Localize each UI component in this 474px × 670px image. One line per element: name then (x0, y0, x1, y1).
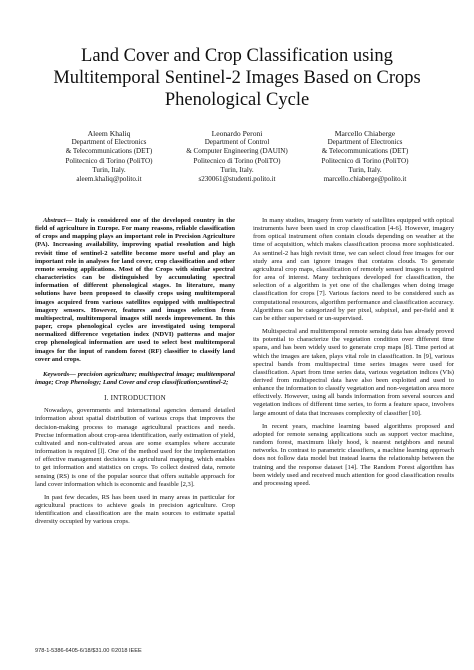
title-line-1: Land Cover and Crop Classification using (81, 46, 393, 66)
abstract (35, 217, 235, 364)
body-paragraph: Multispectral and multitemporal remote sensing data has already proved its potential to characterize the vegetation condition over different time spans, and has been widely used to generate crop maps [8]. Time period at which the images are taken, plays vital role in classification. In [9], various spectral bands from multispectral time series images were used for classification. Apart from time series data, various vegetation indices (VIs) derived from multispectral data have also been exploited and used to enhance the information to classify vegetation and non-vegetation area more effectively. However, using all bands information from several sources and vegetation indices of different time series, to form a feature space, involves large amount of data that increases complexity of classifier [10]. (253, 328, 454, 417)
copyright-footer: 978-1-5386-6405-6/18/$31.00 ©2018 IEEE (35, 648, 142, 654)
author-affiliation: & Computer Engineering (DAUIN) (186, 147, 288, 156)
author-affiliation: Department of Electronics (71, 138, 147, 147)
author-name: Leonardo Peroni (211, 129, 263, 138)
author-block-3 (290, 129, 440, 184)
author-email: s230061@studenti.polito.it (198, 175, 276, 184)
author-location: Turin, Italy. (220, 165, 254, 174)
paper-title (0, 45, 474, 111)
abstract-lead: Abstract (43, 217, 66, 224)
body-paragraph: In past few decades, RS has been used in many areas in particular for agricultural practices to achieve goals in precision agriculture. Crop identification and classification are the main sources to estimate spatial diversity occupied by various crops. (35, 493, 235, 526)
keywords: Keywords— precision agriculture; multispectral image; multitemporal image; Crop Phenology; Land Cover and crop classification;sentinel-2; (35, 370, 235, 386)
author-affiliation: Politecnico di Torino (PoliTO) (65, 156, 153, 165)
title-line-3: Phenological Cycle (164, 90, 310, 110)
right-column (253, 217, 454, 488)
author-name: Marcello Chiaberge (334, 129, 396, 138)
author-name: Aleem Khaliq (87, 129, 131, 138)
author-location: Turin, Italy. (348, 165, 382, 174)
author-affiliation: & Telecommunications (DET) (65, 147, 153, 156)
author-affiliation: Department of Control (204, 138, 270, 147)
author-email: aleem.khaliq@polito.it (76, 175, 142, 184)
body-paragraph: In many studies, imagery from variety of satellites equipped with optical instruments have been used in crop classification [4-6]. However, imagery from optical instrument often contain clouds depending on weather at the time of acquisition, which makes classification process more sophisticated. As sentinel-2 has high revisit time, we can select cloud free images for our study area and can ignore images that contains clouds. To generate agricultural crop maps, classification of remotely sensed images is required for area of interest. Many techniques developed for classification, the selection of a algorithm is yet one of the challenges when doing image classification for crops [7]. Various factors need to be considered such as computational resources, algorithm performance and classification accuracy. Algorithms can be categorized by per pixel, subpixel, and per-field and it can be either supervised or un-supervised. (253, 217, 454, 322)
author-email: marcello.chiaberge@polito.it (323, 175, 407, 184)
section-heading: I. INTRODUCTION (104, 394, 166, 403)
body-paragraph: In recent years, machine learning based algorithms proposed and adopted for remote sensing applications such as support vector machine, random forest, maximum likely hood, k nearest neighbors and neural networks. In contrast to parametric classifiers, a machine learning approach does not follow data model but instead learns the relationship between the training and the response dataset [14]. The Random Forest algorithm has been widely used and received much attention for good classification results and processing speed. (253, 422, 454, 487)
left-column (35, 217, 235, 526)
author-affiliation: Department of Electronics (327, 138, 403, 147)
author-affiliation: Politecnico di Torino (PoliTO) (193, 156, 281, 165)
author-affiliation: & Telecommunications (DET) (321, 147, 409, 156)
author-location: Turin, Italy. (92, 165, 126, 174)
title-line-2: Multitemporal Sentinel-2 Images Based on Crops (53, 68, 421, 88)
body-paragraph: Nowadays, governments and international agencies demand detailed information about spatial distribution of various crops that improves the decision-making process to manage agricultural practices and needs. Precise information about crop-area identification, early estimation of yield, cultivated and non-cultivated areas are some examples where accurate information is required [l]. One of the method used for the implementation of effective management decisions is agricultural mapping, which enables to get information and statistics on crops. To collect desired data, remote sensing (RS) is one of the popular source that offers suitable approach for land cover information which is economic and feasible [2,3]. (35, 407, 235, 488)
author-affiliation: Politecnico di Torino (PoliTO) (321, 156, 409, 165)
abstract-text: — Italy is considered one of the developed country in the field of agriculture in Europe. For many reasons, reliable classification of crops and mapping plays an important role in Precision Agriculture (PA). Increasing availability, improving spatial resolution and high revisit time of sentinel-2 satellite become more useful and play an important role in analyses for land cover, crop classification and other remote sensing applications. Most of the Crops with similar spectral characteristics can be distinguished by accumulating spectral information of different phenological stages. In literature, many solutions have been proposed to classify crops using multitemporal images acquired from various satellites equipped with multispectral imagery sensors. However, features and images selection from multispectral, multitemporal images still needs improvement. In this paper, crops phenological cycles are investigated using temporal normalized difference vegetation index (NDVI) patterns and major crop phenological information are used to select best multitemporal images for the input of random forest (RF) classifier to classify land cover and crops. (35, 217, 235, 363)
